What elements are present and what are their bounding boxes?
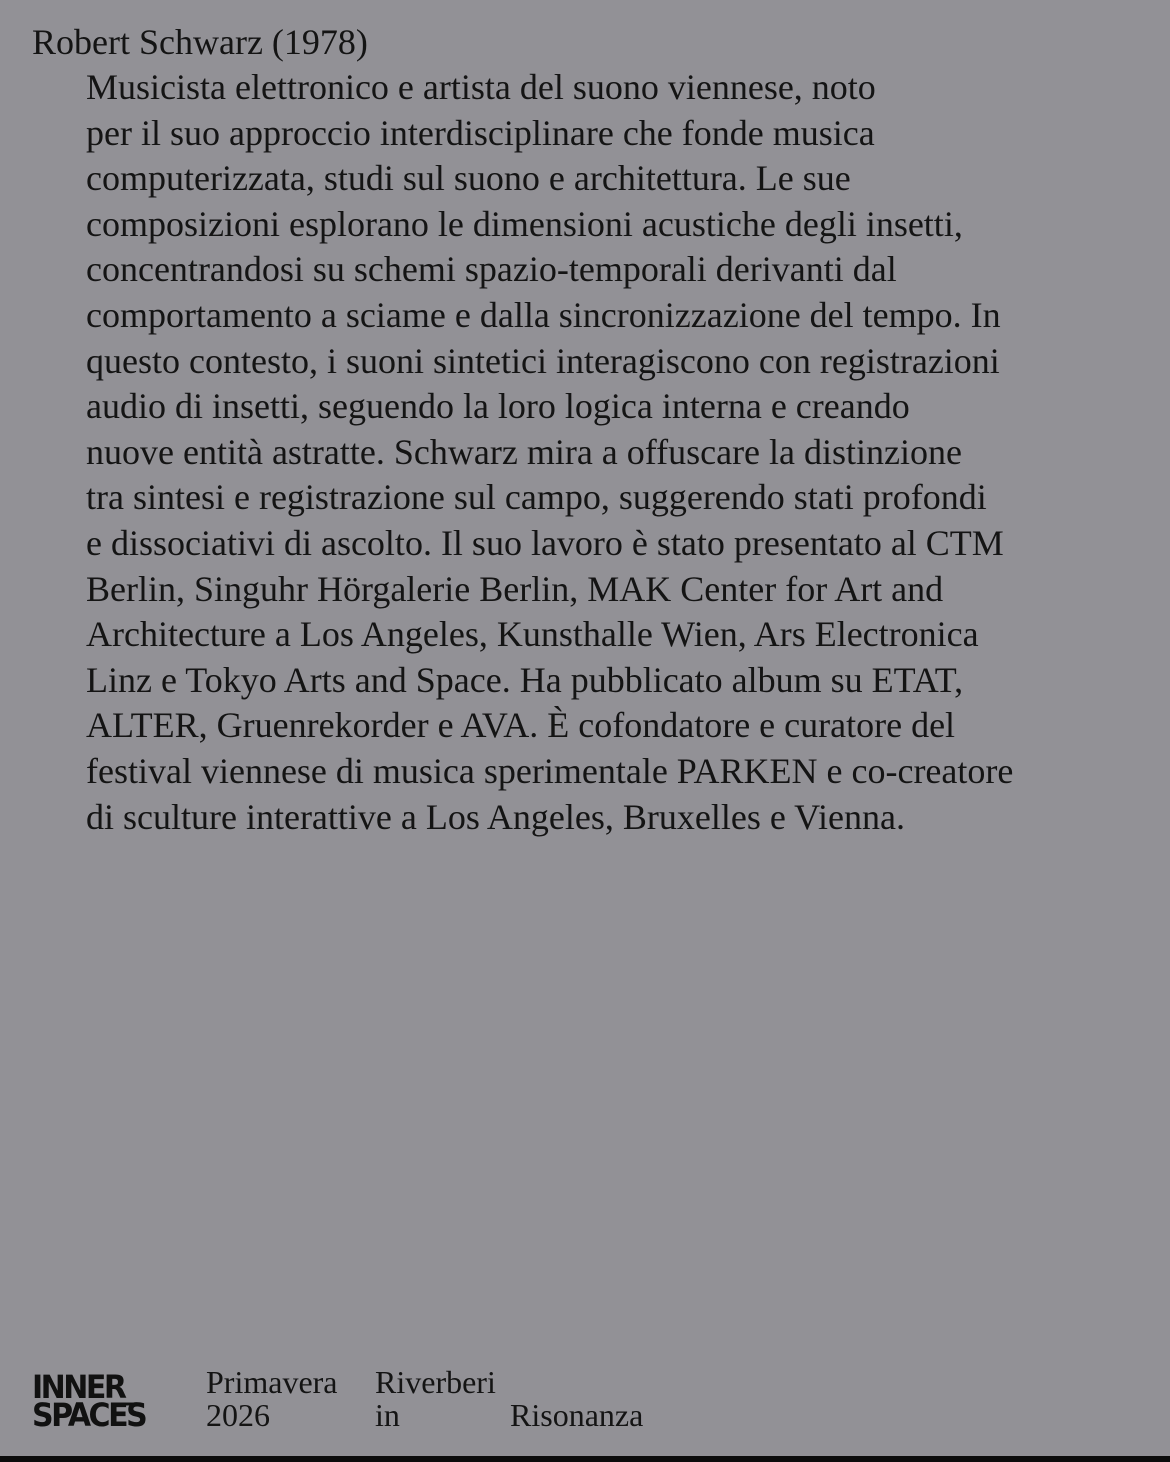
season-label: Primavera (206, 1364, 338, 1400)
bio-line: composizioni esplorano le dimensioni acustiche degli insetti, (86, 203, 963, 244)
bio-line: festival viennese di musica sperimentale PARKEN e co-creatore (86, 750, 1014, 791)
page-title: Robert Schwarz (1978) (32, 22, 368, 62)
bio-line: Linz e Tokyo Arts and Space. Ha pubblicato album su ETAT, (86, 659, 964, 700)
bio-line: di sculture interattive a Los Angeles, Bruxelles e Vienna. (86, 796, 905, 837)
footer (0, 1364, 1170, 1434)
year-label: 2026 (206, 1397, 270, 1433)
bio-line: nuove entità astratte. Schwarz mira a offuscare la distinzione (86, 431, 962, 472)
bio-line: ALTER, Gruenrekorder e AVA. È cofondatore e curatore del (86, 705, 956, 746)
series-title-word-2: in (375, 1397, 400, 1433)
biography-text (86, 65, 1166, 840)
logo-line-top: INNER_ (32, 1368, 137, 1407)
bio-line: audio di insetti, seguendo la loro logica interna e creando (86, 386, 910, 427)
bio-line: e dissociativi di ascolto. Il suo lavoro è stato presentato al CTM (86, 522, 1004, 563)
bio-line: Architecture a Los Angeles, Kunsthalle Wien, Ars Electronica (86, 614, 979, 655)
bio-line: comportamento a sciame e dalla sincronizzazione del tempo. In (86, 294, 1001, 335)
series-title-word-3: Risonanza (510, 1397, 644, 1433)
bio-line: questo contesto, i suoni sintetici interagiscono con registrazioni (86, 340, 1000, 381)
inner-spaces-logo (32, 1368, 146, 1435)
bio-line: concentrandosi su schemi spazio-temporali derivanti dal (86, 249, 897, 290)
bio-line: computerizzata, studi sul suono e architettura. Le sue (86, 158, 851, 199)
logo-line-bottom: SPACES (32, 1396, 146, 1435)
bio-line: Berlin, Singuhr Hörgalerie Berlin, MAK Center for Art and (86, 568, 944, 609)
series-title-word-1: Riverberi (375, 1364, 496, 1400)
bottom-bar (0, 1456, 1170, 1462)
bio-line: Musicista elettronico e artista del suono viennese, noto (86, 67, 876, 107)
bio-line: per il suo approccio interdisciplinare che fonde musica (86, 112, 875, 153)
bio-line: tra sintesi e registrazione sul campo, suggerendo stati profondi (86, 477, 987, 518)
